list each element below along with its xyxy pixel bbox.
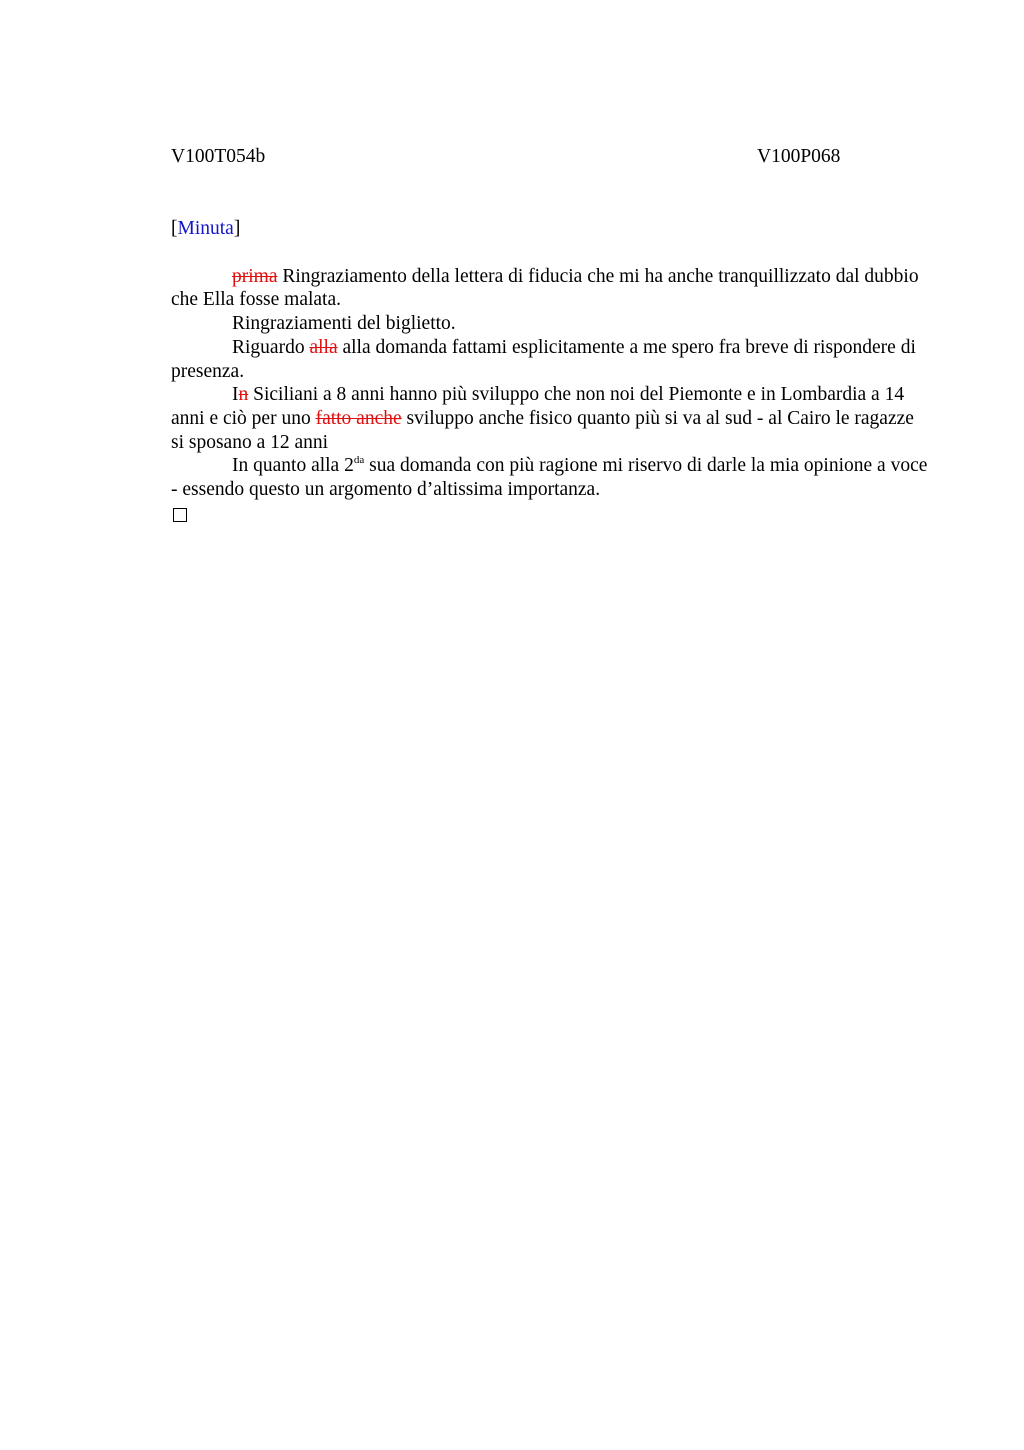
- minuta-word: Minuta: [177, 218, 234, 239]
- document-header: [171, 145, 931, 171]
- paragraph-text: Siciliani a 8 anni hanno più sviluppo che non noi del Piemonte e in Lombardia a 14 anni e ciò per uno: [171, 384, 905, 429]
- header-left-code: V100T054b: [171, 146, 266, 167]
- minuta-label: [171, 217, 931, 241]
- paragraph-text: In quanto alla 2: [232, 455, 354, 477]
- paragraph-text: alla domanda fattami esplicitamente a me spero fra breve di rispondere di presenza.: [171, 336, 916, 382]
- paragraph-text: sviluppo anche fisico quanto più si va al sud - al Cairo le ragazze si sposano a 12 anni: [171, 407, 914, 453]
- header-right-code: V100P068: [757, 146, 841, 167]
- deleted-text: prima: [232, 265, 278, 287]
- paragraph-text: Ringraziamento della lettera di fiducia che mi ha anche tranquillizzato dal dubbio che Ella fosse malata.: [171, 265, 919, 311]
- paragraph-text: Riguardo: [232, 336, 310, 358]
- paragraph-text: I: [232, 384, 239, 406]
- paragraph-2: [171, 312, 931, 336]
- paragraph-text: Ringraziamenti del biglietto.: [232, 313, 456, 335]
- paragraph-1: [171, 265, 931, 312]
- paragraph-5: [171, 454, 931, 501]
- end-marker: [171, 502, 931, 529]
- ordinal-superscript: da: [353, 454, 365, 467]
- paragraph-text: sua domanda con più ragione mi riservo di darle la mia opinione a voce - essendo questo un argomento d’altissima importanza.: [171, 455, 928, 501]
- empty-square-icon: [173, 508, 187, 522]
- minuta-open-bracket: [: [171, 218, 178, 239]
- deleted-text: fatto anche: [315, 407, 402, 429]
- paragraph-3: [171, 336, 931, 383]
- deleted-text: alla: [309, 336, 338, 358]
- document-page: [171, 145, 931, 528]
- letter-body: [171, 265, 931, 529]
- paragraph-4: [171, 383, 931, 454]
- deleted-text: n: [238, 384, 249, 406]
- minuta-close-bracket: ]: [233, 218, 241, 239]
